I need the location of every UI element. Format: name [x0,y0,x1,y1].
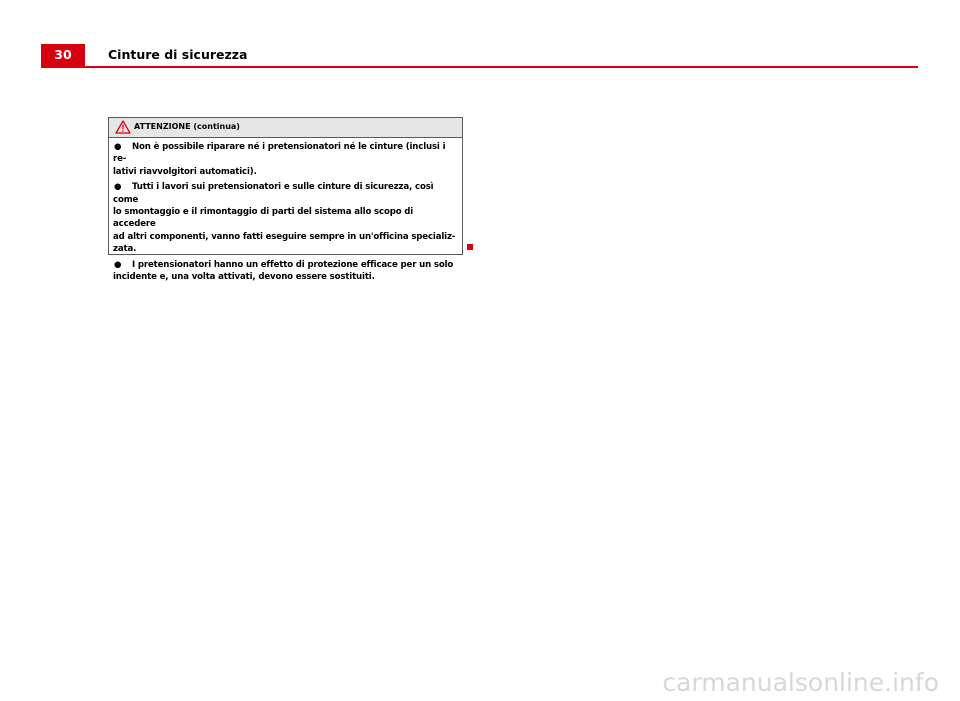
bullet-icon: ● [114,182,122,193]
bullet-icon: ● [114,142,122,152]
bullet-icon: ● [114,259,122,270]
warning-title: ATTENZIONE (continua) [134,122,240,131]
warning-item [113,259,456,284]
warning-item [113,181,456,255]
watermark: carmanualsonline.info [662,668,939,697]
header-rule [41,66,918,68]
warning-triangle-icon [115,120,131,134]
warning-item [113,141,456,178]
warning-body [109,138,462,283]
section-title: Cinture di sicurezza [108,47,248,62]
warning-item-text: I pretensionatori hanno un effetto di protezione efficace per un solo incidente e, una volta attivati, devono essere sostituiti. [113,259,454,283]
warning-box [108,117,463,283]
warning-item-text: Non è possibile riparare né i pretensionatori né le cinture (inclusi i re- lativi riavvolgitori automatici). [113,142,446,177]
page-number: 30 [41,44,85,66]
warning-item-text: Tutti i lavori sui pretensionatori e sulle cinture di sicurezza, così come lo smontaggio e il rimontaggio di parti del sistema allo scopo di accedere ad altri componenti, vanno fatti eseguire sempre in un'officina specializ- zata. [113,182,456,255]
section-end-mark [467,244,473,250]
page-header [41,44,918,68]
warning-header [109,118,462,138]
